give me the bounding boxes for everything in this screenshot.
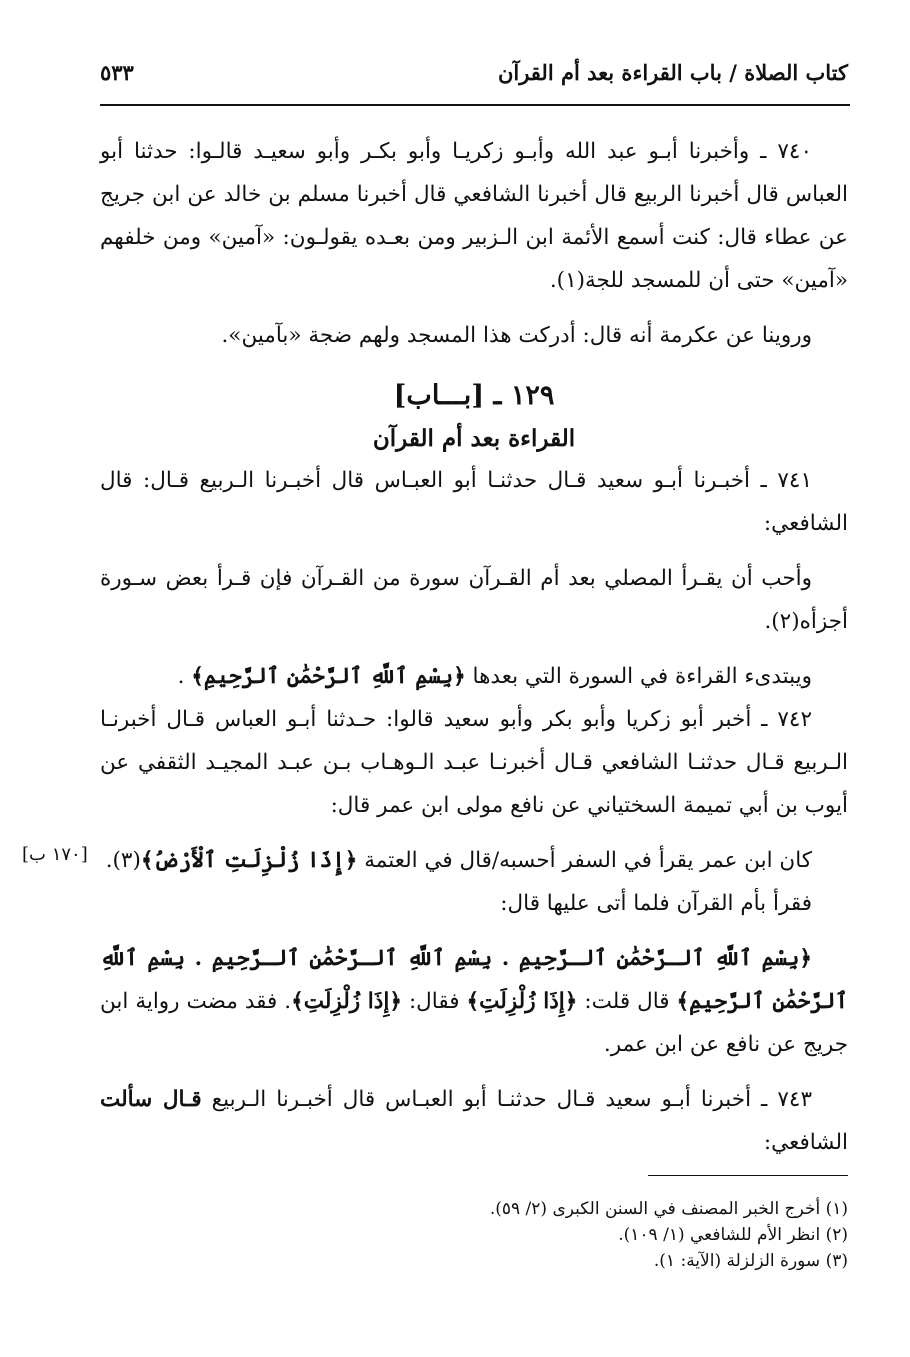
footnote-ref-3: (٣). — [105, 848, 141, 873]
chapter-title: القراءة بعد أم القرآن — [372, 425, 576, 452]
paragraph-shafii-opinion: وأحب أن يقـرأ المصلي بعد أم القـرآن سورة من القـرآن فإن قـرأ بعض سـورة أجزأه(٢). — [100, 566, 848, 634]
paragraph-743 — [100, 1078, 848, 1164]
header-title: كتاب الصلاة / باب القراءة بعد أم القرآن — [497, 60, 848, 85]
said-i-said: قال قلت: — [584, 989, 670, 1014]
running-header — [100, 58, 848, 88]
riwaya-note: . فقد مضت رواية ابن جريج عن نافع عن ابن عمر. — [100, 989, 848, 1057]
chapter-number: ١٢٩ ـ [بـــاب] — [393, 380, 555, 411]
quran-verse-basmala: ﴿بِسْمِ ٱللَّهِ ٱلرَّحْمَٰنِ ٱلرَّحِيمِ﴾ — [191, 664, 466, 689]
paragraph-ikrima: وروينا عن عكرمة أنه قال: أدركت هذا المسجد ولهم ضجة «بآمين». — [221, 323, 812, 348]
paragraph-ibn-umar — [100, 839, 848, 882]
margin-folio-note: [١٧٠ ب] — [22, 844, 88, 865]
footnotes — [100, 1196, 848, 1274]
he-said: فقال: — [408, 989, 460, 1014]
footnote-1: (١) أخرج الخبر المصنف في السنن الكبرى (٢/ ٥٩). — [489, 1199, 848, 1219]
basmala-end: . — [177, 664, 185, 689]
ibn-umar-text: كان ابن عمر يقرأ في السفر أحسبه/قال في العتمة — [364, 848, 812, 873]
footnote-2: (٢) انظر الأم للشافعي (١/ ١٠٩). — [618, 1225, 848, 1245]
basmala-intro: ويبتدىء القراءة في السورة التي بعدها — [472, 664, 812, 689]
paragraph-recitation: فقرأ بأم القرآن فلما أتى عليها قال: — [500, 891, 812, 916]
paragraph-basmala — [100, 655, 848, 698]
quran-verse-basmala-triple: ﴿بِسْمِ ٱللَّهِ ٱلـرَّحْمَٰنِ ٱلـرَّحِيمِ . بِسْمِ ٱللَّهِ ٱلـرَّحْمَٰنِ ٱلـرَّحِيمِ . بِسْمِ ٱللَّهِ ٱلرَّحْمَٰنِ ٱلرَّحِيمِ﴾ — [100, 946, 848, 1014]
isnad-743: ٧٤٣ ـ أخبرنا أبـو سعيد قـال حدثنـا أبو العبـاس قال أخبـرنا الـربيع — [211, 1087, 812, 1112]
main-text — [100, 130, 848, 1164]
paragraph-741: ٧٤١ ـ أخبـرنا أبـو سعيد قـال حدثنـا أبو العبـاس قال أخبـرنا الـربيع قـال: قال الشافعي: — [100, 468, 848, 536]
paragraph-basmala-repeat — [100, 937, 848, 1066]
quran-verse-zalzala: ﴿إِذَا زُلْزِلَتِ ٱلْأَرْضُ﴾ — [140, 848, 358, 873]
quran-verse-zalzala-2: ﴿إِذَا زُلْزِلَتِ﴾ — [466, 989, 578, 1014]
quran-verse-zalzala-3: ﴿إِذَا زُلْزِلَتِ﴾ — [291, 989, 402, 1014]
footnote-3: (٣) سورة الزلزلة (الآية: ١). — [653, 1251, 848, 1271]
footnote-rule — [648, 1175, 848, 1176]
header-rule — [100, 104, 850, 106]
paragraph-740: ٧٤٠ ـ وأخبرنا أبـو عبد الله وأبـو زكريـا وأبو بكـر وأبو سعيـد قالـوا: حدثنا أبو العباس قال أخبرنا الربيع قال أخبرنا الشافعي قال أخبرنا مسلم بن خالد عن ابن جريج عن عطاء قال: كنت أسمع الأئمة ابن الـزبير ومن بعـده يقولـون: «آمين» ومن خلفهم «آمين» حتى أن للمسجد للجة(١). — [100, 139, 848, 293]
page-number: ٥٣٣ — [100, 60, 134, 85]
question-bold: قـال سألت — [100, 1087, 202, 1112]
paragraph-742: ٧٤٢ ـ أخبر أبو زكريا وأبو بكر وأبو سعيد قالوا: حـدثنا أبـو العباس قـال أخبرنـا الـربيع قـال حدثنـا الشافعي قـال أخبرنـا عبـد الـوهـاب بـن عبـد المجيـد الثقفي عن أيوب بن أبي تميمة السختياني عن نافع مولى ابن عمر قال: — [100, 707, 848, 818]
shafii-743: الشافعي: — [763, 1130, 848, 1155]
